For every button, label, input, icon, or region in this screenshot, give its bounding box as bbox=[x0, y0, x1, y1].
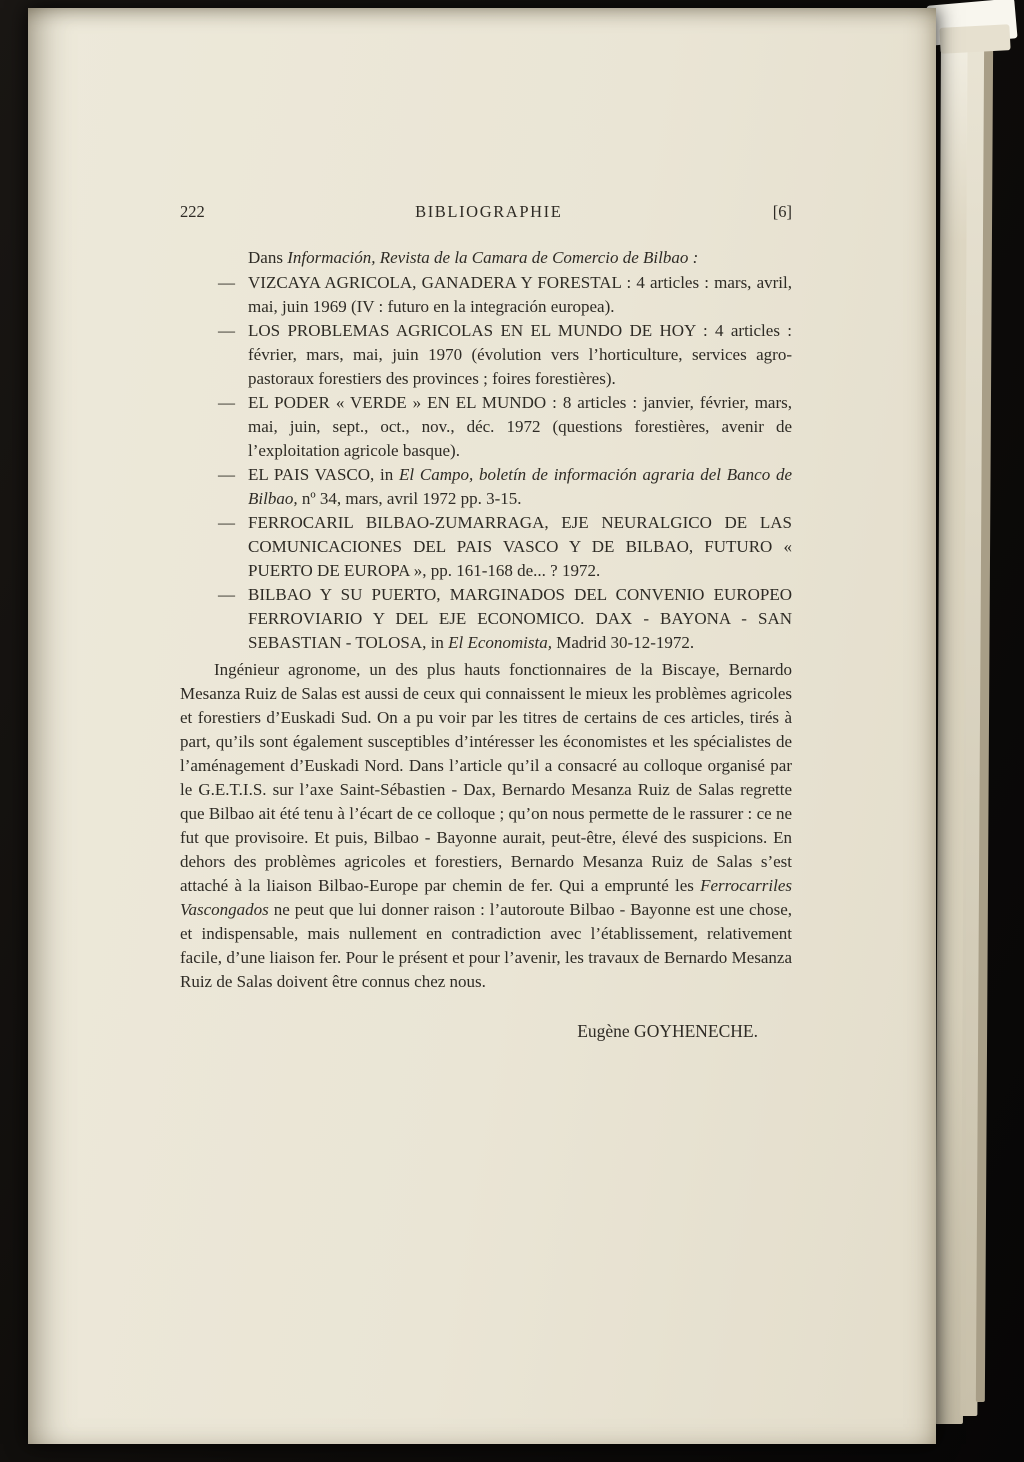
page-number: 222 bbox=[180, 202, 205, 221]
entry-dash: — bbox=[218, 393, 235, 412]
bibliography-entry bbox=[218, 583, 792, 655]
text-segment: BILBAO Y SU PUERTO, MARGINADOS DEL CONVENIO EUROPEO FERROVIARIO Y DEL EJE ECONOMICO. DAX - BAYONA - SAN SEBASTIAN - TOLOSA, in bbox=[248, 585, 792, 652]
text-segment: LOS PROBLEMAS AGRICOLAS EN EL MUNDO DE HOY : 4 articles : février, mars, mai, juin 1970 (évolution vers l’horticulture, services agro-pastoraux forestiers des provinces ; foires forestières). bbox=[248, 321, 792, 388]
entry-dash: — bbox=[218, 513, 235, 532]
text-segment: Dans bbox=[248, 248, 288, 267]
bibliography-entry bbox=[218, 271, 792, 319]
book-page bbox=[28, 8, 936, 1444]
bibliography-list bbox=[180, 271, 792, 655]
intro-paragraph bbox=[248, 246, 792, 270]
bibliography-entry bbox=[218, 319, 792, 391]
header-issue-number: [6] bbox=[772, 202, 792, 221]
text-segment: nº 34, mars, avril 1972 pp. 3-15. bbox=[297, 489, 522, 508]
bibliography-entry bbox=[218, 463, 792, 511]
italic-text-segment: El Campo, boletín de información agraria del Banco de Bilbao, bbox=[248, 465, 792, 508]
entry-dash: — bbox=[218, 321, 235, 340]
text-segment: ne peut que lui donner raison : l’autoroute Bilbao - Bayonne est une chose, et indispensable, mais nullement en contradiction avec l’établissement, relativement facile, d’une liaison fer. Pour le présent et pour l’avenir, les travaux de Bernardo Mesanza Ruiz de Salas doivent être connus chez nous. bbox=[180, 900, 792, 991]
text-segment: VIZCAYA AGRICOLA, GANADERA Y FORESTAL : 4 articles : mars, avril, mai, juin 1969 (IV : futuro en la integración europea). bbox=[248, 273, 792, 316]
text-segment: Madrid 30-12-1972. bbox=[551, 633, 695, 652]
text-segment: EL PODER « VERDE » EN EL MUNDO : 8 articles : janvier, février, mars, mai, juin, sept., oct., nov., déc. 1972 (questions forestières, avenir de l’exploitation agricole basque). bbox=[248, 393, 792, 460]
text-segment: FERROCARIL BILBAO-ZUMARRAGA, EJE NEURALGICO DE LAS COMUNICACIONES DEL PAIS VASCO Y DE BILBAO, FUTURO « PUERTO DE EUROPA », pp. 161-168 de... ? 1972. bbox=[248, 513, 792, 580]
page-corner bbox=[939, 24, 1010, 54]
signature: Eugène GOYHENECHE. bbox=[577, 1021, 758, 1041]
entry-dash: — bbox=[218, 465, 235, 484]
page-content bbox=[180, 200, 792, 1043]
italic-text-segment: El Economista, bbox=[448, 633, 552, 652]
text-segment: Ingénieur agronome, un des plus hauts fonctionnaires de la Biscaye, Bernardo Mesanza Ruiz de Salas est aussi de ceux qui connaissent le mieux les problèmes agricoles et forestiers d’Euskadi Sud. On a pu voir par les titres de certains de ces articles, tirés à part, qu’ils sont également susceptibles d’intéresser les économistes et les spécialistes de l’aménagement d’Euskadi Nord. Dans l’article qu’il a consacré au colloque organisé par le G.E.T.I.S. sur l’axe Saint-Sébastien - Dax, Bernardo Mesanza Ruiz de Salas regrette que Bilbao ait été tenu à l’écart de ce colloque ; qu’on nous permette de le rassurer : ce ne fut que provisoire. Et puis, Bilbao - Bayonne aurait, peut-être, élevé des suspicions. En dehors des problèmes agricoles et forestiers, Bernardo Mesanza Ruiz de Salas s’est attaché à la liaison Bilbao-Europe par chemin de fer. Qui a emprunté les bbox=[180, 660, 792, 895]
italic-text-segment: Ferrocarriles Vascongados bbox=[180, 876, 792, 919]
page-header bbox=[180, 200, 792, 224]
header-title: BIBLIOGRAPHIE bbox=[415, 202, 563, 221]
bibliography-entry bbox=[218, 511, 792, 583]
bibliography-entry bbox=[218, 391, 792, 463]
body-paragraph bbox=[180, 658, 792, 994]
text-segment: EL PAIS VASCO, in bbox=[248, 465, 399, 484]
italic-text-segment: Información, Revista de la Camara de Comercio de Bilbao : bbox=[287, 248, 699, 267]
entry-dash: — bbox=[218, 585, 235, 604]
entry-dash: — bbox=[218, 273, 235, 292]
